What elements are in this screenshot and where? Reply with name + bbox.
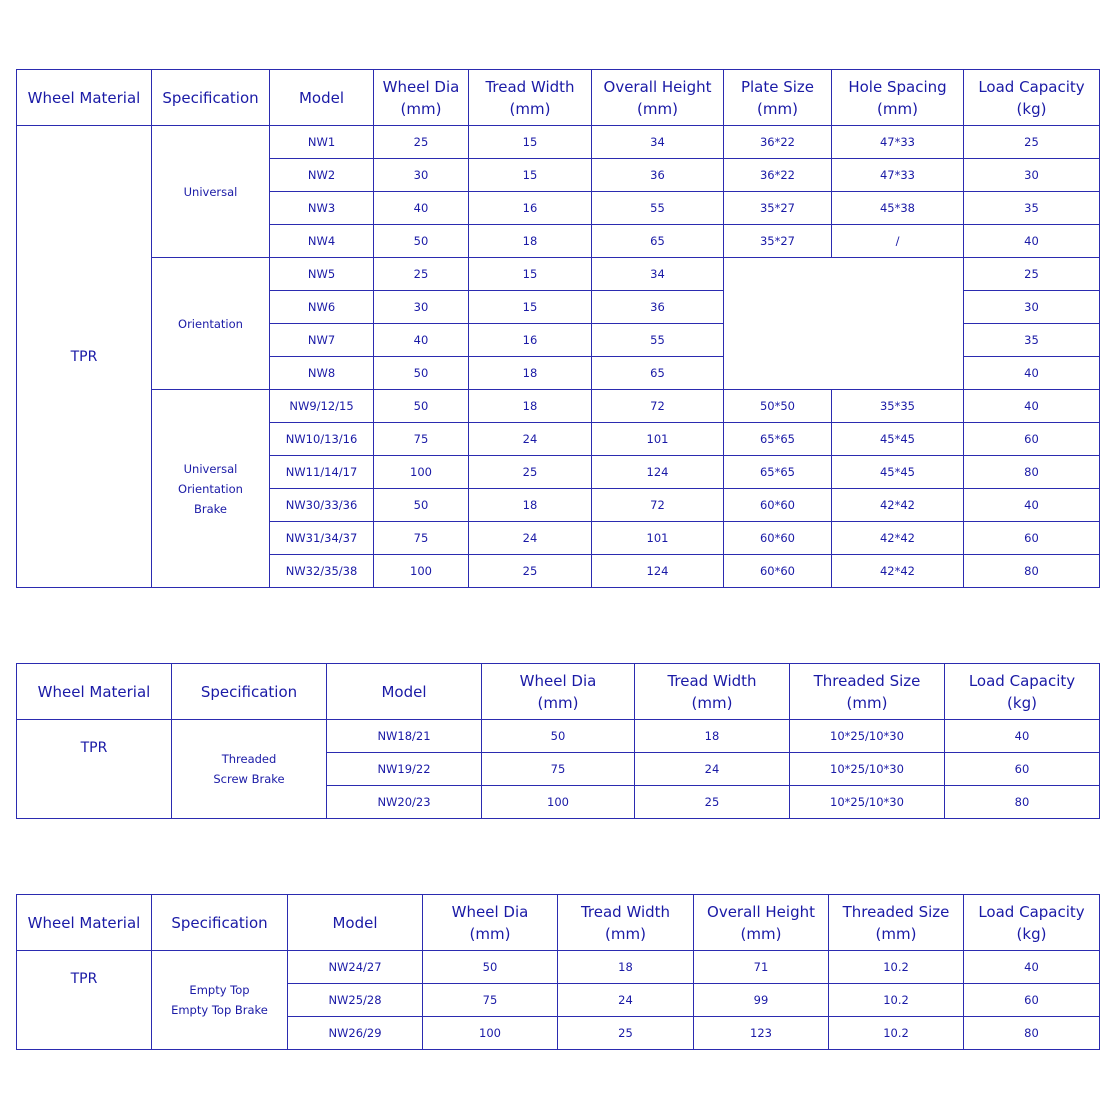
table-cell: 18 xyxy=(469,225,592,258)
table-cell: 100 xyxy=(423,1017,558,1050)
table-cell: 40 xyxy=(964,357,1100,390)
table-cell: 10.2 xyxy=(829,1017,964,1050)
table-cell: 72 xyxy=(592,390,724,423)
table-cell: 36 xyxy=(592,159,724,192)
table-cell: 101 xyxy=(592,423,724,456)
column-header: Specification xyxy=(152,70,270,126)
table-row xyxy=(17,720,1100,753)
specification-cell xyxy=(152,390,270,588)
table-cell: NW18/21 xyxy=(327,720,482,753)
table-cell: 50 xyxy=(374,357,469,390)
table-cell: 18 xyxy=(469,390,592,423)
table-cell: 100 xyxy=(482,786,635,819)
table-cell: 25 xyxy=(558,1017,694,1050)
table-cell: 50 xyxy=(423,951,558,984)
table-cell: 80 xyxy=(945,786,1100,819)
table-cell: 15 xyxy=(469,258,592,291)
column-header: Wheel Material xyxy=(17,664,172,720)
specification-line: Empty Top Brake xyxy=(171,1003,268,1017)
material-cell: TPR xyxy=(17,720,172,819)
table-cell: 50 xyxy=(482,720,635,753)
table-cell: 10*25/10*30 xyxy=(790,753,945,786)
column-header: Wheel Material xyxy=(17,70,152,126)
table-cell: 10*25/10*30 xyxy=(790,786,945,819)
column-header: Specification xyxy=(152,895,288,951)
table-cell: 25 xyxy=(374,126,469,159)
table-cell: 40 xyxy=(964,225,1100,258)
table-cell: 65 xyxy=(592,225,724,258)
table-cell: 30 xyxy=(374,291,469,324)
table-row xyxy=(17,258,1100,291)
table-cell: 123 xyxy=(694,1017,829,1050)
table-cell: NW11/14/17 xyxy=(270,456,374,489)
table-cell: 25 xyxy=(469,456,592,489)
table-cell: 18 xyxy=(469,357,592,390)
table-cell: 25 xyxy=(469,555,592,588)
column-header: Specification xyxy=(172,664,327,720)
table-cell: 45*38 xyxy=(832,192,964,225)
table-cell: 45*45 xyxy=(832,423,964,456)
table-cell: 65*65 xyxy=(724,423,832,456)
column-header: Wheel Dia (mm) xyxy=(482,664,635,720)
table-cell: 60*60 xyxy=(724,555,832,588)
column-header: Tread Width (mm) xyxy=(558,895,694,951)
table-cell: 40 xyxy=(964,489,1100,522)
specification-line: Empty Top xyxy=(189,983,250,997)
table-cell: 24 xyxy=(469,522,592,555)
table-cell: 80 xyxy=(964,456,1100,489)
table-cell: 25 xyxy=(964,126,1100,159)
table-cell: NW7 xyxy=(270,324,374,357)
table-cell: 72 xyxy=(592,489,724,522)
table-cell: 75 xyxy=(423,984,558,1017)
table-cell: NW10/13/16 xyxy=(270,423,374,456)
table-cell: 60 xyxy=(964,522,1100,555)
material-cell: TPR xyxy=(17,951,152,1050)
column-header: Plate Size (mm) xyxy=(724,70,832,126)
table-cell: NW9/12/15 xyxy=(270,390,374,423)
table-cell: NW1 xyxy=(270,126,374,159)
specification-line: Brake xyxy=(194,501,227,516)
table-cell: 124 xyxy=(592,555,724,588)
column-header: Load Capacity (kg) xyxy=(945,664,1100,720)
table-cell: 55 xyxy=(592,324,724,357)
table-cell: 40 xyxy=(374,324,469,357)
material-cell: TPR xyxy=(17,126,152,588)
table-cell: 10*25/10*30 xyxy=(790,720,945,753)
table-cell: 35 xyxy=(964,192,1100,225)
column-header: Overall Height (mm) xyxy=(592,70,724,126)
column-header: Wheel Dia (mm) xyxy=(423,895,558,951)
table-cell: 75 xyxy=(374,423,469,456)
table-cell: 25 xyxy=(964,258,1100,291)
table-cell: NW4 xyxy=(270,225,374,258)
column-header: Threaded Size (mm) xyxy=(829,895,964,951)
table-cell: NW3 xyxy=(270,192,374,225)
table-cell: NW30/33/36 xyxy=(270,489,374,522)
table-cell: 34 xyxy=(592,126,724,159)
column-header: Model xyxy=(270,70,374,126)
table-cell: 60*60 xyxy=(724,489,832,522)
table-cell: 101 xyxy=(592,522,724,555)
table-cell: 15 xyxy=(469,291,592,324)
column-header: Model xyxy=(288,895,423,951)
specification-cell xyxy=(152,951,288,1050)
table-cell: 18 xyxy=(635,720,790,753)
table-cell: 100 xyxy=(374,555,469,588)
spec-table-empty-top xyxy=(16,894,1100,1050)
specification-line: Threaded xyxy=(221,752,277,766)
table-cell: NW20/23 xyxy=(327,786,482,819)
column-header: Load Capacity (kg) xyxy=(964,895,1100,951)
table-cell: 10.2 xyxy=(829,984,964,1017)
table-cell: 55 xyxy=(592,192,724,225)
table-cell: 30 xyxy=(374,159,469,192)
table-header-row xyxy=(17,664,1100,720)
table-cell: 25 xyxy=(374,258,469,291)
table-cell: NW24/27 xyxy=(288,951,423,984)
table-cell: NW6 xyxy=(270,291,374,324)
table-cell: 42*42 xyxy=(832,489,964,522)
table-cell: NW5 xyxy=(270,258,374,291)
table-cell: 50 xyxy=(374,390,469,423)
table-cell: 80 xyxy=(964,555,1100,588)
table-header-row xyxy=(17,70,1100,126)
table-row xyxy=(17,126,1100,159)
table-cell: / xyxy=(832,225,964,258)
table-cell: 99 xyxy=(694,984,829,1017)
table-cell: NW2 xyxy=(270,159,374,192)
column-header: Threaded Size (mm) xyxy=(790,664,945,720)
column-header: Tread Width (mm) xyxy=(469,70,592,126)
table-cell: NW32/35/38 xyxy=(270,555,374,588)
table-cell: 35*35 xyxy=(832,390,964,423)
table-cell: 47*33 xyxy=(832,159,964,192)
table-cell: 100 xyxy=(374,456,469,489)
table-cell: 15 xyxy=(469,126,592,159)
table-cell: 42*42 xyxy=(832,555,964,588)
table-cell: 36 xyxy=(592,291,724,324)
specification-cell xyxy=(172,720,327,819)
table-cell: 30 xyxy=(964,159,1100,192)
table-cell: 24 xyxy=(635,753,790,786)
table-cell: 50 xyxy=(374,225,469,258)
table-cell: 35*27 xyxy=(724,192,832,225)
specification-cell xyxy=(152,126,270,258)
table-cell: 36*22 xyxy=(724,126,832,159)
table-cell: 50*50 xyxy=(724,390,832,423)
table-cell: 35 xyxy=(964,324,1100,357)
table-cell: NW8 xyxy=(270,357,374,390)
table-cell: 15 xyxy=(469,159,592,192)
column-header: Model xyxy=(327,664,482,720)
table-cell: 71 xyxy=(694,951,829,984)
table-cell: 124 xyxy=(592,456,724,489)
column-header: Tread Width (mm) xyxy=(635,664,790,720)
table-cell: 34 xyxy=(592,258,724,291)
table-cell: 24 xyxy=(558,984,694,1017)
table-cell: 40 xyxy=(964,390,1100,423)
specification-line: Orientation xyxy=(178,481,243,496)
table-cell: 36*22 xyxy=(724,159,832,192)
table-cell: 16 xyxy=(469,324,592,357)
spec-table-plate-mount xyxy=(16,69,1100,588)
specification-line: Screw Brake xyxy=(213,772,285,786)
table-cell: 45*45 xyxy=(832,456,964,489)
table-cell: 40 xyxy=(964,951,1100,984)
specification-line: Universal xyxy=(183,461,238,476)
table-cell: 18 xyxy=(469,489,592,522)
specification-line: Universal xyxy=(183,184,238,199)
table-cell: 16 xyxy=(469,192,592,225)
table-cell: 65 xyxy=(592,357,724,390)
table-cell: 47*33 xyxy=(832,126,964,159)
table-cell: 60 xyxy=(964,423,1100,456)
table-row xyxy=(17,951,1100,984)
table-cell: 75 xyxy=(374,522,469,555)
table-cell: NW25/28 xyxy=(288,984,423,1017)
table-cell: 18 xyxy=(558,951,694,984)
column-header: Overall Height (mm) xyxy=(694,895,829,951)
table-row xyxy=(17,390,1100,423)
table-cell: NW26/29 xyxy=(288,1017,423,1050)
table-cell: 40 xyxy=(945,720,1100,753)
table-cell: 80 xyxy=(964,1017,1100,1050)
table-cell: 75 xyxy=(482,753,635,786)
table-cell: 65*65 xyxy=(724,456,832,489)
table-cell: 35*27 xyxy=(724,225,832,258)
specification-cell xyxy=(152,258,270,390)
specification-line: Orientation xyxy=(178,316,243,331)
table-cell: 60 xyxy=(964,984,1100,1017)
table-cell: 40 xyxy=(374,192,469,225)
table-cell: NW31/34/37 xyxy=(270,522,374,555)
table-cell: NW19/22 xyxy=(327,753,482,786)
table-cell: 50 xyxy=(374,489,469,522)
spec-table-threaded xyxy=(16,663,1100,819)
table-cell: 24 xyxy=(469,423,592,456)
table-cell: 25 xyxy=(635,786,790,819)
table-header-row xyxy=(17,895,1100,951)
blank-merged-cell xyxy=(724,258,964,390)
column-header: Wheel Dia (mm) xyxy=(374,70,469,126)
table-cell: 60 xyxy=(945,753,1100,786)
table-cell: 60*60 xyxy=(724,522,832,555)
column-header: Load Capacity (kg) xyxy=(964,70,1100,126)
column-header: Hole Spacing (mm) xyxy=(832,70,964,126)
table-cell: 42*42 xyxy=(832,522,964,555)
table-cell: 10.2 xyxy=(829,951,964,984)
table-cell: 30 xyxy=(964,291,1100,324)
column-header: Wheel Material xyxy=(17,895,152,951)
